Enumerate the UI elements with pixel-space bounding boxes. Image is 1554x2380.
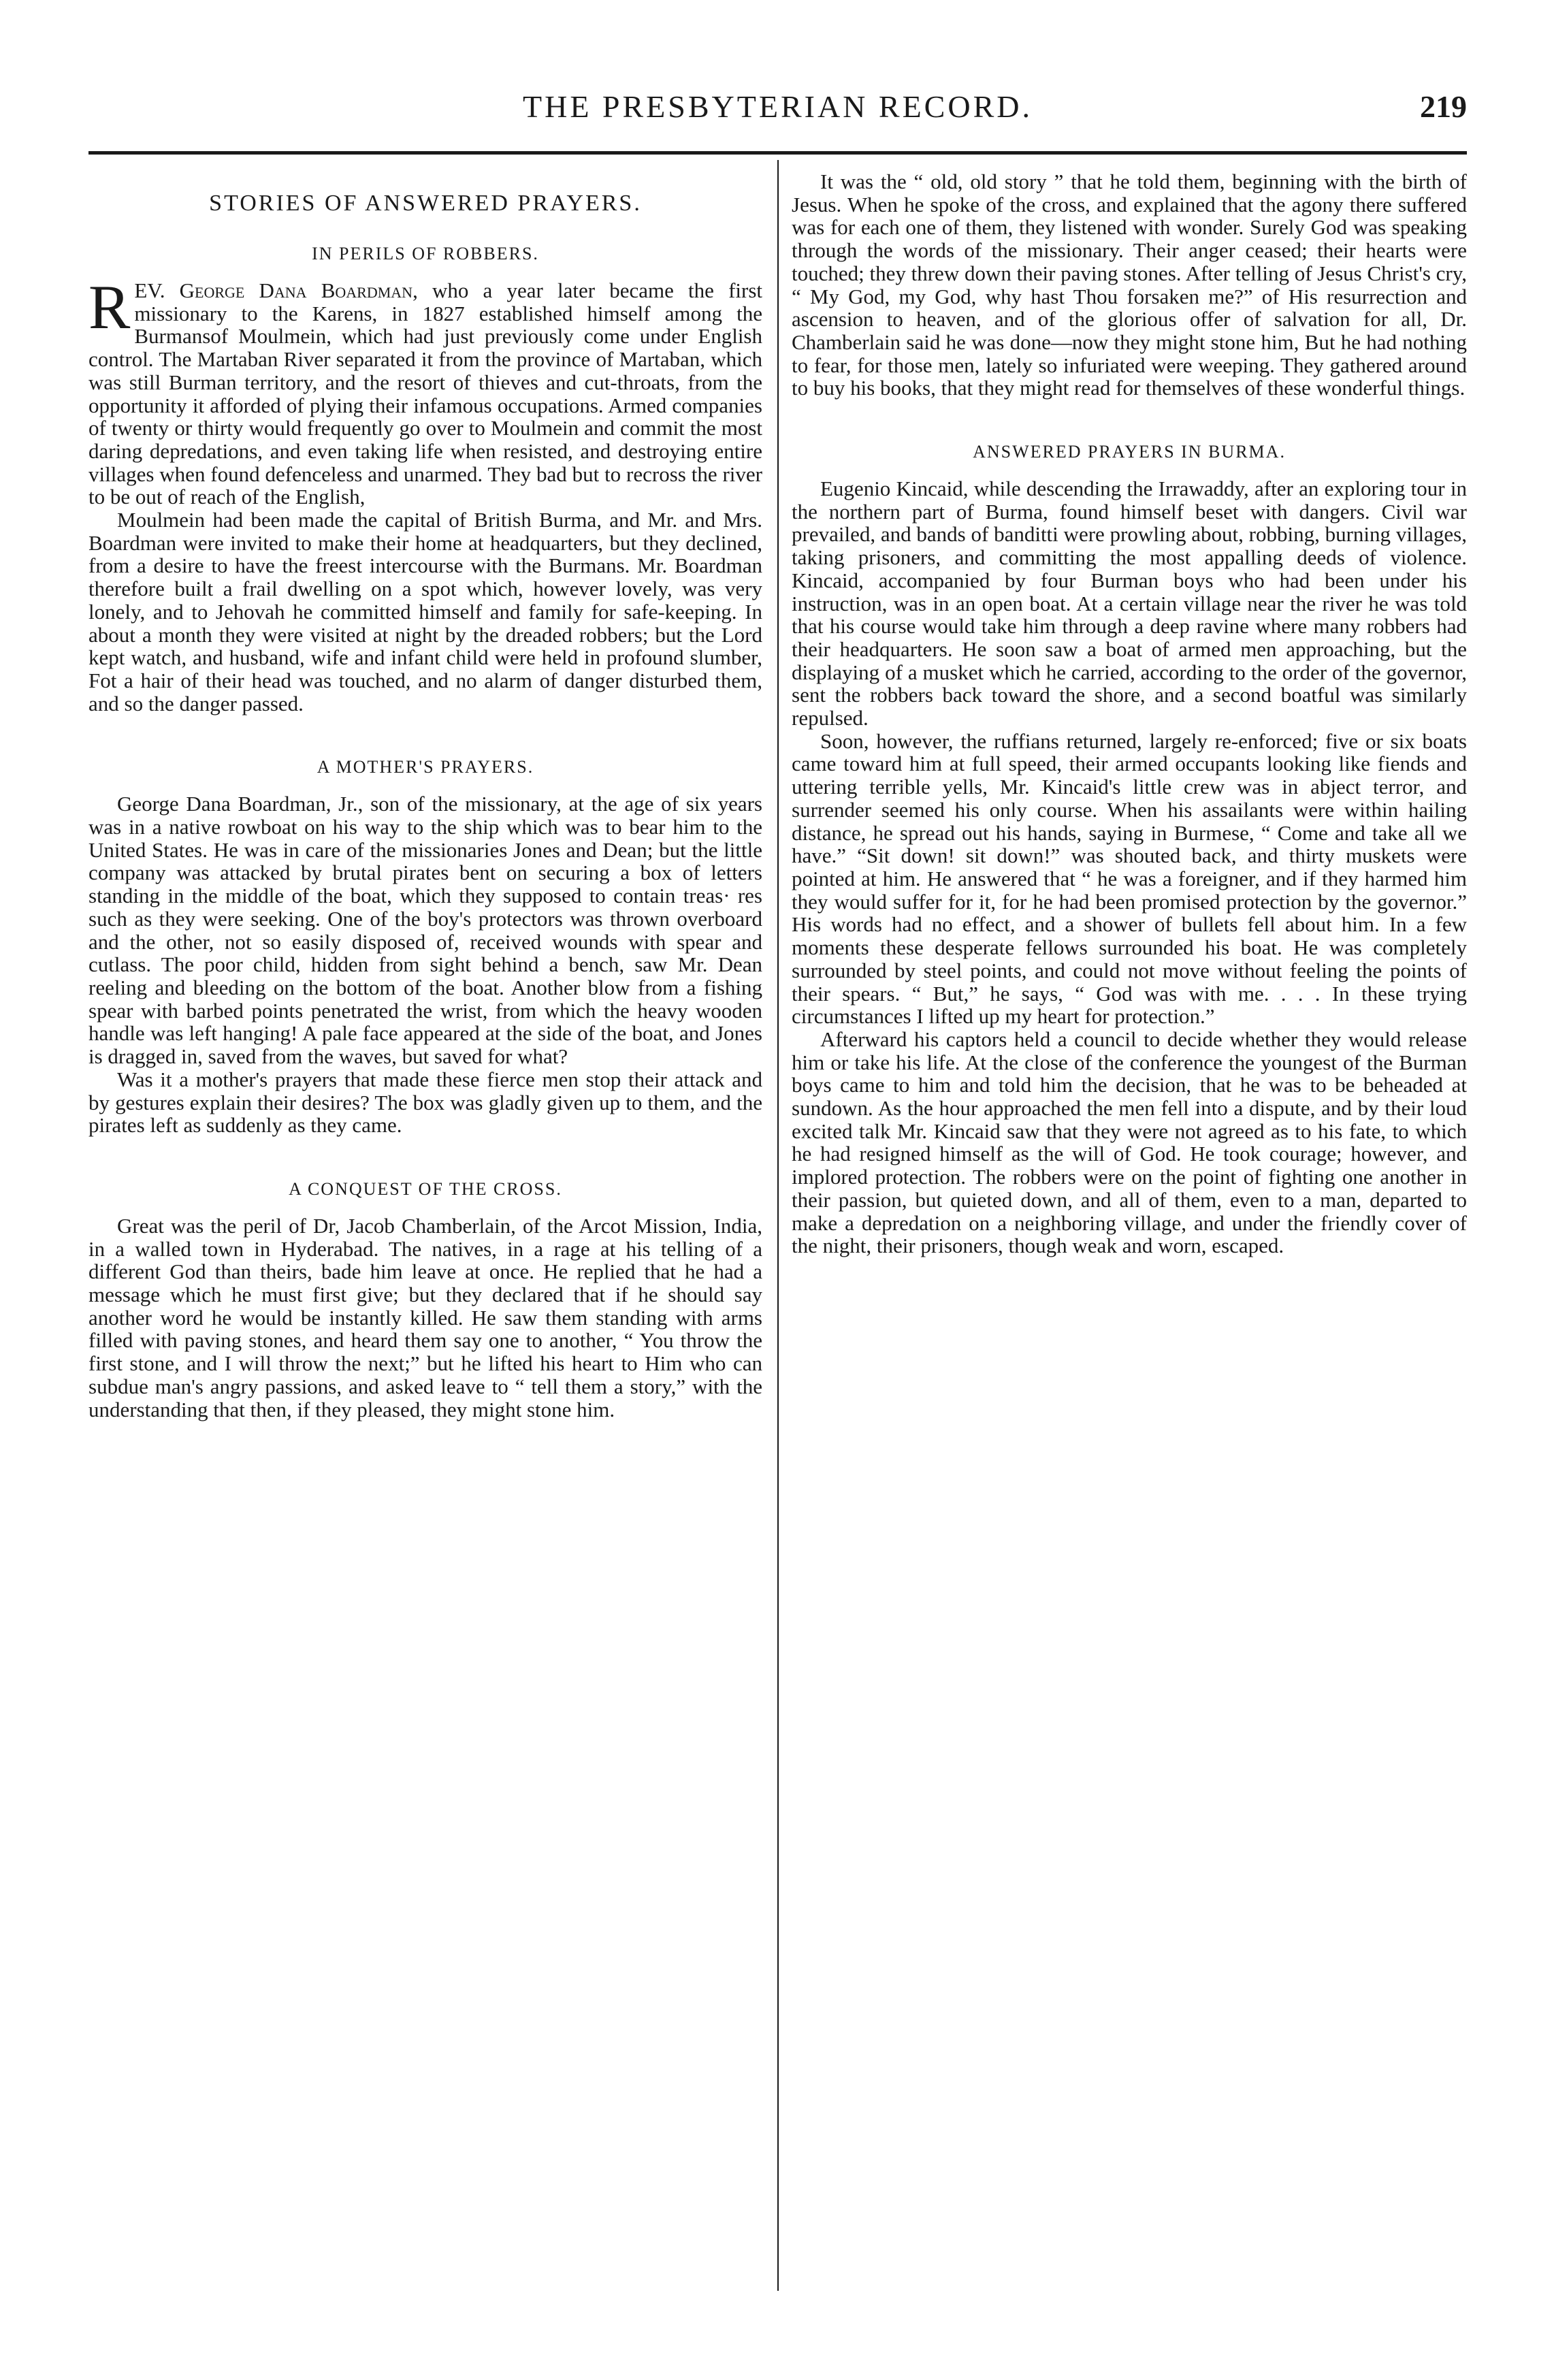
lead-in-smallcaps: EV. George Dana Boardman, [134,278,418,302]
column-divider [777,160,779,2291]
paragraph: Afterward his captors held a council to decide whether they would release him or take his life. At the close of the conference the youngest of the Burman boys came to him and told him the decision, that he was to be beheaded at sundown. As the hour approached the men fell into a dispute, and by their loud excited talk Mr. Kincaid saw that they were not agreed as to his fate, to which he had resigned himself as the will of God. He took courage; however, and implored protection. The robbers were on the point of fighting one another in their passion, but quieted down, and all of them, even to a man, departed to make a depredation on a neighboring village, and under the friendly cover of the night, their prisoners, though weak and worn, escaped. [792,1027,1467,1258]
page-number: 219 [1420,89,1467,124]
right-column [792,170,1467,2294]
article-title: STORIES OF ANSWERED PRAYERS. [209,191,642,216]
page-header [88,89,1467,129]
header-rule [88,151,1467,155]
section-title-perils-of-robbers: IN PERILS OF ROBBERS. [312,244,539,263]
paragraph: Was it a mother's prayers that made these fierce men stop their attack and by gestures explain their desires? The box was gladly given up to them, and the pirates left as suddenly as they came. [88,1067,762,1138]
paragraph: Eugenio Kincaid, while descending the Irrawaddy, after an exploring tour in the northern part of Burma, found himself beset with dangers. Civil war prevailed, and bands of banditti were prowling about, robbing, burning villages, taking prisoners, and committing the most appalling deeds of violence. Kincaid, accompanied by four Burman boys who had been under his instruction, was in an open boat. At a certain village near the river he was told that his course would take him through a deep ravine where many robbers had their headquarters. He soon saw a boat of armed men approaching, but the displaying of a musket which he carried, according to the order of the governor, sent the robbers back toward the shore, and a second boatful was similarly repulsed. [792,477,1467,730]
section-title-conquest-of-the-cross: A CONQUEST OF THE CROSS. [289,1178,562,1199]
section-title-answered-prayers-in-burma: ANSWERED PRAYERS IN BURMA. [973,442,1286,462]
paragraph: It was the “ old, old story ” that he told them, beginning with the birth of Jesus. When he spoke of the cross, and explained that the agony there suffered was for each one of them, they listened with wonder. Surely God was speaking through the words of the missionary. Their anger ceased; their hearts were touched; they threw down their paving stones. After telling of Jesus Christ's cry, “ My God, my God, why hast Thou forsaken me?” of His resurrection and ascension to heaven, and of the glorious offer of salvation for all, Dr. Chamberlain said he was done—now they might stone him, But he had nothing to fear, for those men, lately so infuriated were weeping. They gathered around to buy his books, that they might read for themselves of these wonderful things. [792,170,1467,400]
drop-cap: R [88,272,131,342]
left-column [88,170,762,2294]
paragraph-text: who a year later became the first missionary to the Karens, in 1827 established himself among the Burmansof Moulmein, which had just previously come under English control. The Martaban River separated it from the province of Martaban, which was still Burman territory, and the resort of thieves and cut-throats, from the opportunity it afforded of plying their infamous occupations. Armed companies of twenty or thirty would frequently go over to Moulmein and commit the most daring depredations, and even taking life when resisted, and destroying entire villages when found defenceless and unarmed. They bad but to recross the river to be out of reach of the English, [88,278,762,509]
running-title: THE PRESBYTERIAN RECORD. [523,89,1033,124]
paragraph: Moulmein had been made the capital of British Burma, and Mr. and Mrs. Boardman were invited to make their home at headquarters, but they declined, from a desire to have the freest intercourse with the Burmans. Mr. Boardman therefore built a frail dwelling on a spot which, however lovely, was very lonely, and to Jehovah he committed himself and family for safe-keeping. In about a month they were visited at night by the dreaded robbers; but the Lord kept watch, and husband, wife and infant child were held in profound slumber, Fot a hair of their head was touched, and no alarm of danger disturbed them, and so the danger passed. [88,508,762,715]
paragraph [88,272,762,509]
paragraph: Great was the peril of Dr, Jacob Chamberlain, of the Arcot Mission, India, in a walled town in Hyderabad. The natives, in a rage at his telling of a different God than theirs, bade him leave at once. He replied that he had a message which he must first give; but they declared that if he should say another word he would be instantly killed. He saw them standing with arms filled with paving stones, and heard them say one to another, “ You throw the first stone, and I will throw the next;” but he lifted his heart to Him who can subdue man's angry passions, and asked leave to “ tell them a story,” with the understanding that then, if they pleased, they might stone him. [88,1213,762,1421]
section-title-mothers-prayers: A MOTHER'S PRAYERS. [317,757,534,777]
paragraph: George Dana Boardman, Jr., son of the missionary, at the age of six years was in a native rowboat on his way to the ship which was to bear him to the United States. He was in care of the missionaries Jones and Dean; but the little company was attacked by brutal pirates bent on securing a box of letters standing in the middle of the boat, which they supposed to contain treas· res such as they were seeking. One of the boy's protectors was thrown overboard and the other, not so easily disposed of, received wounds with spear and cutlass. The poor child, hidden from sight behind a bench, saw Mr. Dean reeling and bleeding on the bottom of the boat. Another blow from a fishing spear with barbed points penetrated the wrist, from which the heavy wooden handle was left hanging! A pale face appeared at the side of the boat, and Jones is dragged in, saved from the waves, but saved for what? [88,792,762,1069]
paragraph: Soon, however, the ruffians returned, largely re-enforced; five or six boats came toward him at full speed, their armed occupants looking like fiends and uttering terrible yells, Mr. Kincaid's little crew was in abject terror, and surrender seemed his only course. When his assailants were within hailing distance, he spread out his hands, saying in Burmese, “ Come and take all we have.” “Sit down! sit down!” was shouted back, and thirty muskets were pointed at him. He answered that “ he was a foreigner, and if they harmed him they would suffer for it, for he had been promised protection by the governor.” His words had no effect, and a shower of bullets fell about him. In a few moments these desperate fellows surrounded his boat. He was completely surrounded by steel points, and could not move without feeling the points of their spears. “ But,” he says, “ God was with me. . . . In these trying circumstances I lifted up my heart for protection.” [792,728,1467,1029]
